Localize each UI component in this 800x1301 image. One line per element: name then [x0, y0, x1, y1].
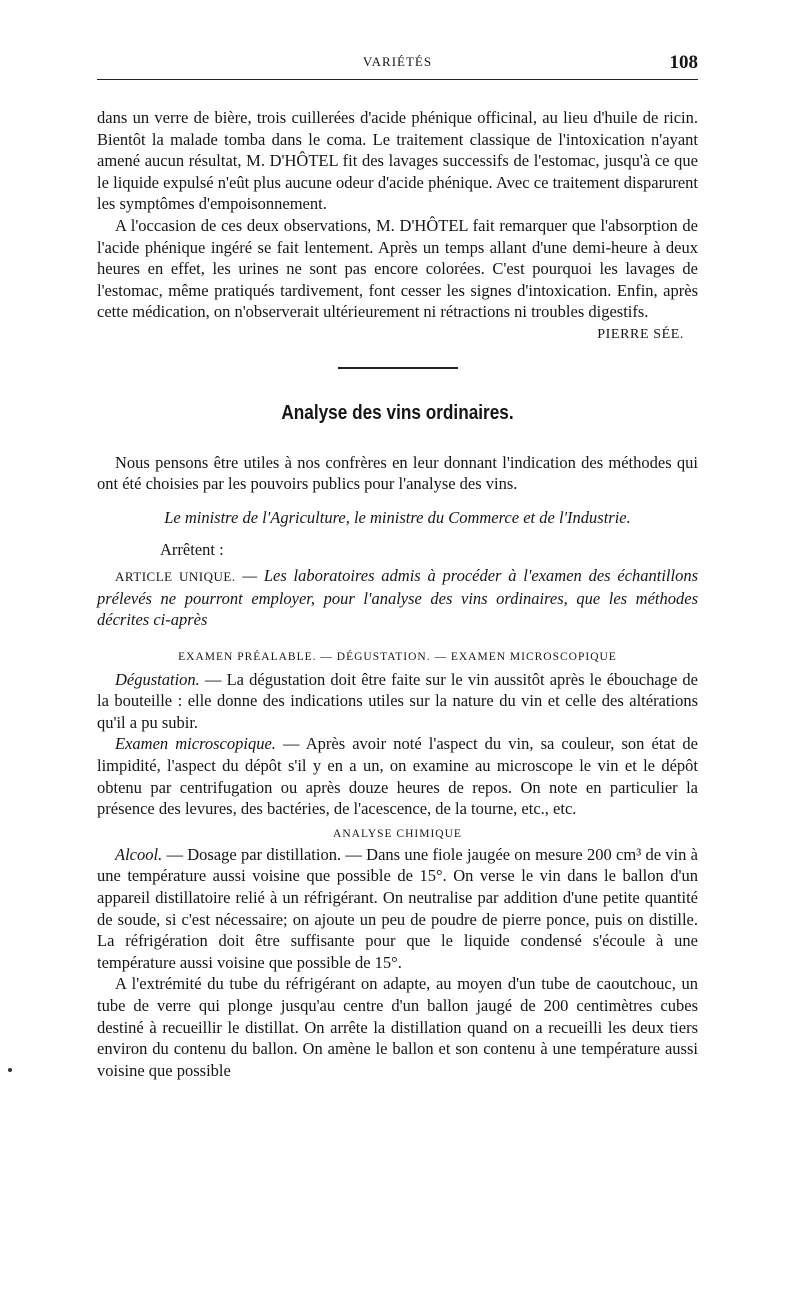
- section-title: Analyse des vins ordinaires.: [281, 401, 514, 424]
- microscopique-text: — Après avoir noté l'aspect du vin, sa couleur, son état de limpidité, l'aspect du dépôt s'il y en a un, on examine au microscope le vin et le dépôt obtenu par centrifugation ou après douze heures de repos. On note en particulier la présence des levures, des bactéries, de l'acescence, de la tourne, etc., etc.: [97, 734, 698, 819]
- intro-paragraph-2: A l'occasion de ces deux observations, M. D'HÔTEL fait remarquer que l'absorption de l'acide phénique ingéré se fait lentement. Après un temps allant d'une demi-heure à deux heures en effet, les urines ne sont pas encore colorées. C'est pourquoi les lavages de l'estomac, même pratiqués tardivement, font cesser les signes d'intoxication. Enfin, après cette médication, on n'observerait ultérieurement ni rétractions ni troubles digestifs.: [97, 215, 698, 322]
- article-unique: [97, 565, 698, 631]
- page-number: 108: [669, 52, 698, 73]
- margin-mark: [8, 1068, 12, 1072]
- page-body: [97, 107, 698, 1081]
- microscopique-paragraph: [97, 733, 698, 819]
- header-rule: [97, 79, 698, 80]
- page-header: [97, 52, 698, 78]
- subheading-analyse-chimique: ANALYSE CHIMIQUE: [333, 827, 462, 840]
- microscopique-label: Examen microscopique.: [115, 734, 276, 754]
- alcool-text: — Dosage par distillation. — Dans une fiole jaugée on mesure 200 cm³ de vin à une température aussi voisine que possible de 15°. On verse le vin dans le ballon d'un appareil distillatoire relié à un réfrigérant. On neutralise par addition d'une petite quantité de soude, si c'est nécessaire; on ajoute un peu de poudre de pierre ponce, puis on distille. La réfrigération doit être suffisante pour que le liquide condensé s'écoule à une température aussi voisine que possible de 15°.: [97, 844, 698, 972]
- degustation-label: Dégustation.: [115, 669, 200, 689]
- decree-line: Le ministre de l'Agriculture, le ministre du Commerce et de l'Industrie.: [164, 507, 631, 527]
- author-signature: PIERRE SÉE.: [597, 326, 684, 342]
- article-label: ARTICLE UNIQUE.: [115, 568, 236, 584]
- intro-paragraph-1: dans un verre de bière, trois cuillerées d'acide phénique officinal, au lieu d'huile de ricin. Bientôt la malade tomba dans le coma. Le traitement classique de l'intoxication n'ayant amené aucun résultat, M. D'HÔTEL fit des lavages successifs de l'estomac, jusqu'à ce que le liquide expulsé n'eût plus aucune odeur d'acide phénique. Avec ce traitement disparurent les symptômes d'empoisonnement.: [97, 108, 698, 214]
- article-text: — Les laboratoires admis à procéder à l'examen des échantillons prélevés ne pourront employer, pour l'analyse des vins ordinaires, que les méthodes décrites ci-après: [97, 565, 698, 630]
- section-separator: [338, 367, 458, 369]
- alcool-label: Alcool.: [115, 844, 163, 864]
- degustation-text: — La dégustation doit être faite sur le vin aussitôt après le ébouchage de la bouteille : elle donne des indications utiles sur la nature du vin et celle des altérations qu'il a pu subir.: [97, 669, 698, 732]
- degustation-paragraph: [97, 669, 698, 734]
- alcool-paragraph: [97, 844, 698, 974]
- arretent-line: Arrêtent :: [160, 540, 224, 560]
- subheading-examen: EXAMEN PRÉALABLE. — DÉGUSTATION. — EXAMEN MICROSCOPIQUE: [178, 650, 617, 663]
- running-title: VARIÉTÉS: [362, 54, 433, 69]
- section-intro: Nous pensons être utiles à nos confrères en leur donnant l'indication des méthodes qui ont été choisies par les pouvoirs publics pour l'analyse des vins.: [97, 452, 698, 494]
- distillation-paragraph: A l'extrémité du tube du réfrigérant on adapte, au moyen d'un tube de caoutchouc, un tube de verre qui plonge jusqu'au centre d'un ballon jaugé de 200 centimètres cubes destiné à recueillir le distillat. On arrête la distillation quand on a recueilli les deux tiers environ du contenu du ballon. On amène le ballon et son contenu à une température aussi voisine que possible: [97, 974, 698, 1080]
